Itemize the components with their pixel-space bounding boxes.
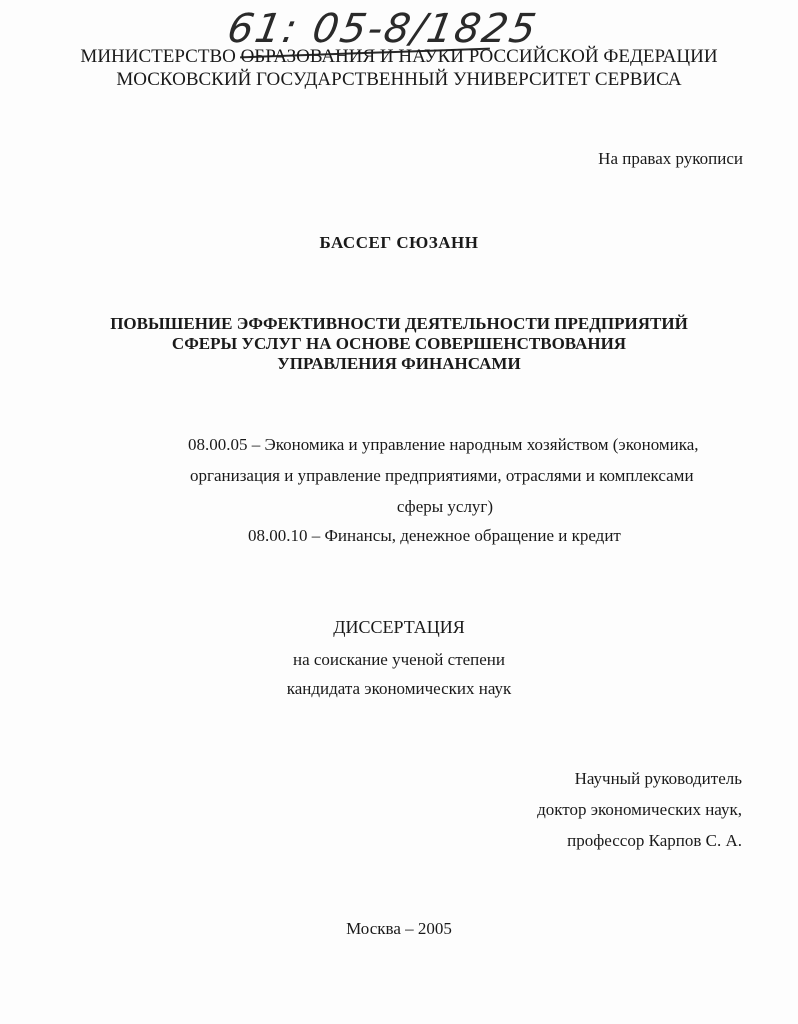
handwritten-registry-number: 61: 05-8/1825 <box>223 6 542 52</box>
specialty-line-2: организация и управление предприятиями, отраслями и комплексами <box>190 466 694 485</box>
dissertation-purpose: на соискание ученой степени <box>292 650 506 669</box>
dissertation-label: ДИССЕРТАЦИЯ <box>333 617 465 637</box>
specialty-line-3: сферы услуг) <box>396 497 494 516</box>
ministry-heading: МИНИСТЕРСТВО ОБРАЗОВАНИЯ И НАУКИ РОССИЙСКОЙ ФЕДЕРАЦИИ <box>80 46 718 67</box>
author-name: БАССЕГ СЮЗАНН <box>319 233 479 252</box>
rights-note: На правах рукописи <box>598 149 743 168</box>
thesis-title-line-2: СФЕРЫ УСЛУГ НА ОСНОВЕ СОВЕРШЕНСТВОВАНИЯ <box>171 334 627 353</box>
university-heading: МОСКОВСКИЙ ГОСУДАРСТВЕННЫЙ УНИВЕРСИТЕТ СЕРВИСА <box>116 69 682 90</box>
thesis-title-line-1: ПОВЫШЕНИЕ ЭФФЕКТИВНОСТИ ДЕЯТЕЛЬНОСТИ ПРЕДПРИЯТИЙ <box>110 314 688 333</box>
city-year: Москва – 2005 <box>346 919 452 938</box>
specialty-line-1: 08.00.05 – Экономика и управление народным хозяйством (экономика, <box>188 435 699 454</box>
supervisor-role: Научный руководитель <box>574 769 742 788</box>
specialty-line-4: 08.00.10 – Финансы, денежное обращение и кредит <box>248 526 621 545</box>
supervisor-name: профессор Карпов С. А. <box>567 831 742 850</box>
thesis-title-line-3: УПРАВЛЕНИЯ ФИНАНСАМИ <box>277 354 521 373</box>
dissertation-degree: кандидата экономических наук <box>286 679 512 698</box>
supervisor-degree: доктор экономических наук, <box>537 800 742 819</box>
